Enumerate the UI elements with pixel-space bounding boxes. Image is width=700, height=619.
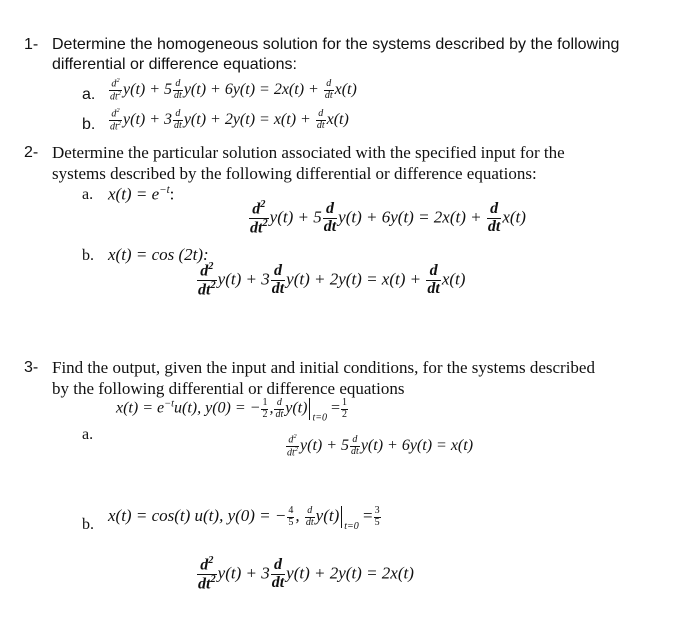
q1-a-label: a.: [82, 86, 96, 103]
q2-a-label: a.: [82, 186, 94, 203]
q3-b-conditions: x(t) = cos(t) u(t), y(0) = − $\frac{4}{5}$ , $\frac{d}{dt}$ $y(t)_{t=0}$ = $\frac{3}{5}$: [108, 505, 380, 532]
q1-number: 1-: [24, 36, 39, 53]
q2-a-input: $x(t) = e^{-t}$:: [108, 184, 175, 204]
q1-text-line1: Determine the homogeneous solution for the systems described by the following: [52, 36, 620, 53]
q1-a-equation: $\frac{d^2}{dt^2}$ y(t) + 5 $\frac{d}{dt}$ y(t) + 6y(t) = 2x(t) + $\frac{d}{dt}$ x(t): [110, 77, 357, 103]
q3-number: 3-: [24, 359, 39, 376]
q2-b-input: x(t) = cos (2t):: [108, 245, 209, 264]
q2-b-label: b.: [82, 247, 94, 264]
q1-b-label: b.: [82, 116, 96, 133]
q2-a-equation: $\frac{d^2}{dt^2}$ y(t) + 5 $\frac{d}{dt}$ y(t) + 6y(t) = 2x(t) + $\frac{d}{dt}$ x(t): [250, 199, 526, 237]
q3-a-label: a.: [82, 426, 94, 443]
q2-b-equation: $\frac{d^2}{dt^2}$ y(t) + 3 $\frac{d}{dt}$ y(t) + 2y(t) = x(t) + $\frac{d}{dt}$ x(t): [198, 261, 466, 299]
q3-text-line2: by the following differential or difference equations: [52, 379, 405, 398]
q3-a-equation: $\frac{d^2}{dt^2}$ y(t) + 5 $\frac{d}{dt}$ y(t) + 6y(t) = x(t): [287, 433, 474, 459]
q1-b-equation: $\frac{d^2}{dt^2}$ y(t) + 3 $\frac{d}{dt}$ y(t) + 2y(t) = x(t) + $\frac{d}{dt}$ x(t): [110, 107, 349, 133]
q1-text-line2: differential or difference equations:: [52, 56, 297, 73]
q3-a-conditions: $x(t) = e^{-t}u(t)$, y(0) = − $\frac{1}{2}$ , $\frac{d}{dt}$ $y(t)_{t=0}$ = $\frac{1}{2}$: [116, 397, 348, 424]
q2-text-line2: systems described by the following differential or difference equations:: [52, 164, 537, 183]
q3-b-label: b.: [82, 516, 94, 533]
q2-text-line1: Determine the particular solution associated with the specified input for the: [52, 143, 565, 162]
q3-text-line1: Find the output, given the input and initial conditions, for the systems described: [52, 358, 595, 377]
q3-b-equation: $\frac{d^2}{dt^2}$ y(t) + 3 $\frac{d}{dt}$ y(t) + 2y(t) = 2x(t): [198, 555, 414, 593]
q2-number: 2-: [24, 144, 39, 161]
